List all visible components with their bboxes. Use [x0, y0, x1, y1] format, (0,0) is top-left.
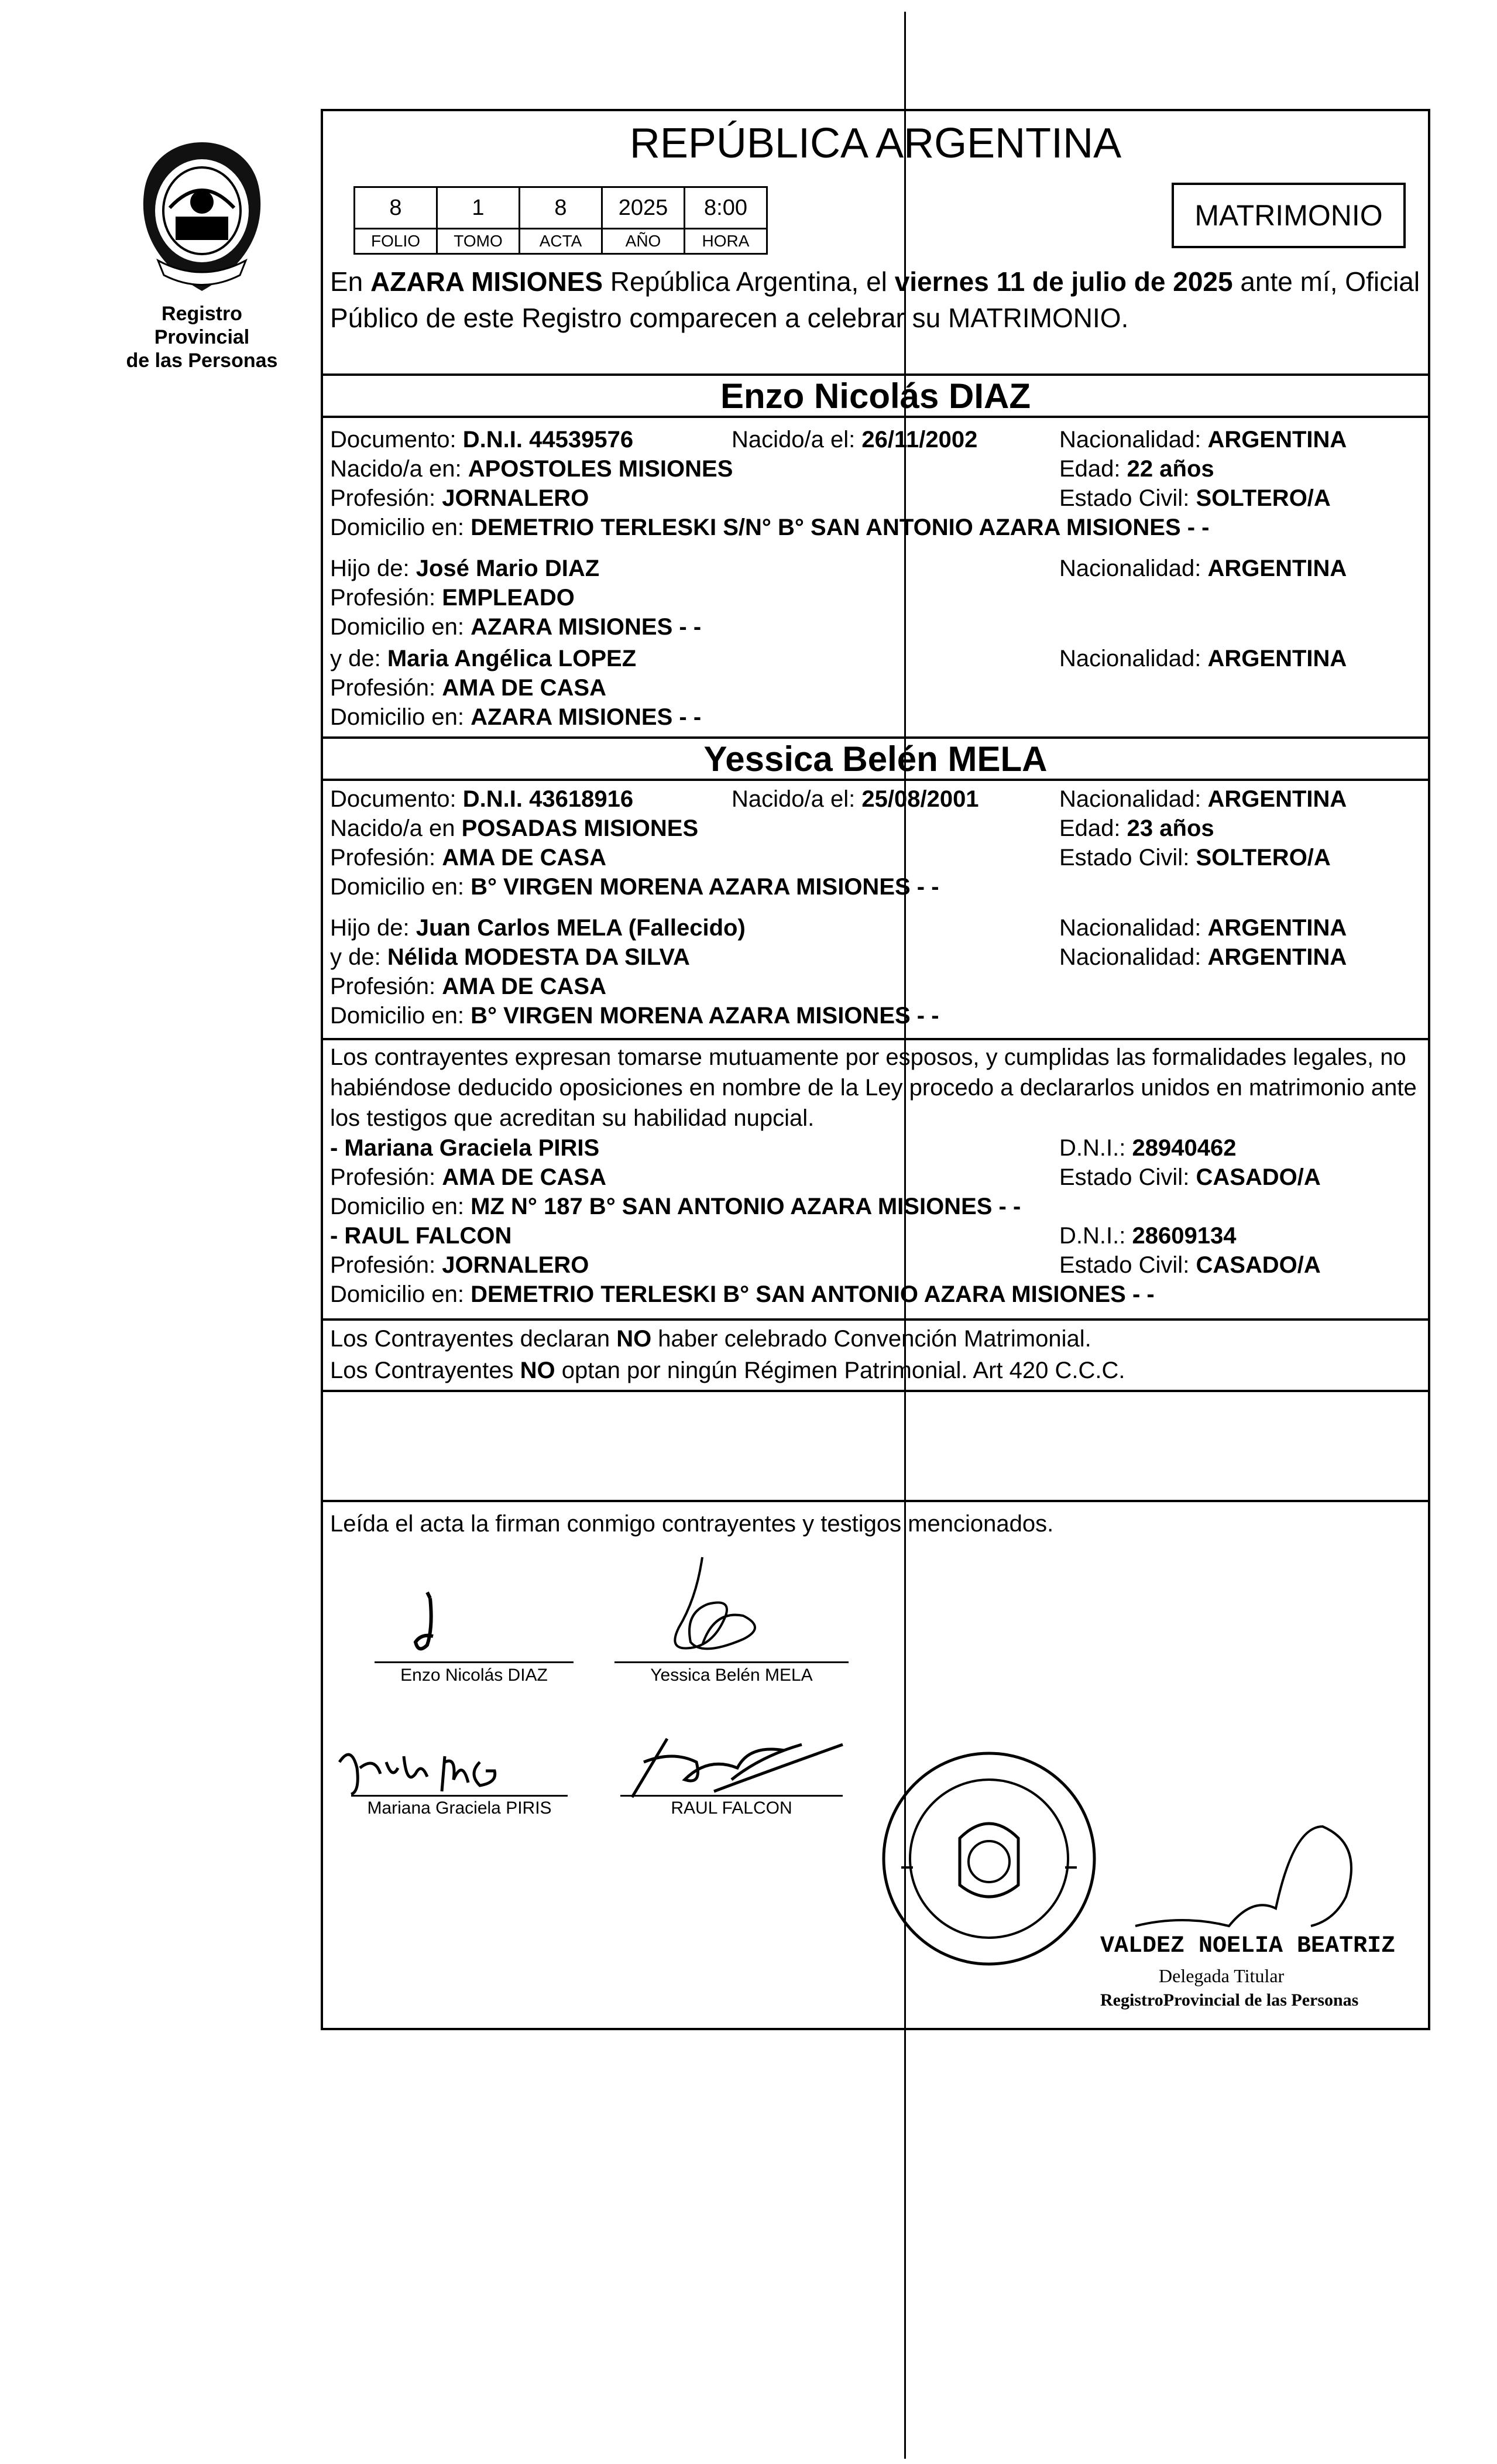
groom-sign-caption: Enzo Nicolás DIAZ [400, 1665, 548, 1685]
acta-value: 8 [520, 187, 602, 229]
groom-mother-nacionalidad: Nacionalidad: ARGENTINA [1059, 646, 1347, 671]
divider [321, 1390, 1430, 1392]
witness1-profesion: Profesión: AMA DE CASA [330, 1164, 606, 1190]
divider [321, 1038, 1430, 1040]
bride-edad: Edad: 23 años [1059, 815, 1214, 841]
witness1-estado: Estado Civil: CASADO/A [1059, 1164, 1321, 1190]
declaration-paragraph: Los contrayentes expresan tomarse mutuamente por esposos, y cumplidas las formalidades legales, no habiéndose deducido oposiciones en nombre de la Ley procedo a declararlos unidos en matrimonio ante los testigos que acreditan su habilidad nupcial. [330, 1044, 1417, 1131]
bride-nacionalidad: Nacionalidad: ARGENTINA [1059, 786, 1347, 812]
bride-sign-line [614, 1661, 849, 1663]
bride-nacido-el: Nacido/a el: 25/08/2001 [732, 786, 979, 812]
groom-father-domicilio: Domicilio en: AZARA MISIONES - - [330, 614, 702, 640]
acta-type-badge: MATRIMONIO [1172, 183, 1406, 248]
groom-estado-civil: Estado Civil: SOLTERO/A [1059, 485, 1331, 511]
anio-label: AÑO [602, 229, 685, 254]
witness2-domicilio: Domicilio en: DEMETRIO TERLESKI B° SAN ANTONIO AZARA MISIONES - - [330, 1281, 1155, 1307]
witness1-signature [328, 1733, 538, 1809]
witness1-name: - Mariana Graciela PIRIS [330, 1135, 600, 1161]
tomo-label: TOMO [437, 229, 520, 254]
document-title: REPÚBLICA ARGENTINA [629, 120, 1122, 167]
groom-signature [398, 1581, 456, 1663]
groom-father-nacionalidad: Nacionalidad: ARGENTINA [1059, 556, 1347, 581]
bride-mother-nacionalidad: Nacionalidad: ARGENTINA [1059, 944, 1347, 970]
hora-label: HORA [685, 229, 767, 254]
bride-domicilio: Domicilio en: B° VIRGEN MORENA AZARA MISIONES - - [330, 874, 939, 900]
bride-documento: Documento: D.N.I. 43618916 [330, 786, 634, 812]
bride-estado-civil: Estado Civil: SOLTERO/A [1059, 845, 1331, 871]
witness1-domicilio: Domicilio en: MZ N° 187 B° SAN ANTONIO AZARA MISIONES - - [330, 1194, 1021, 1219]
divider [321, 1318, 1430, 1321]
groom-nacionalidad: Nacionalidad: ARGENTINA [1059, 427, 1347, 453]
official-org: RegistroProvincial de las Personas [1100, 1990, 1359, 2010]
bride-profesion: Profesión: AMA DE CASA [330, 845, 606, 871]
groom-mother-profesion: Profesión: AMA DE CASA [330, 675, 606, 701]
witness2-profesion: Profesión: JORNALERO [330, 1252, 589, 1278]
bride-signature [644, 1545, 772, 1663]
tomo-value: 1 [437, 187, 520, 229]
bride-nacido-en: Nacido/a en POSADAS MISIONES [330, 815, 699, 841]
bride-parents-domicilio: Domicilio en: B° VIRGEN MORENA AZARA MISIONES - - [330, 1003, 939, 1029]
intro-paragraph: En AZARA MISIONES República Argentina, el viernes 11 de julio de 2025 ante mí, Oficial Público de este Registro comparecen a celebrar su MATRIMONIO. [330, 266, 1420, 333]
groom-documento: Documento: D.N.I. 44539576 [330, 427, 634, 453]
bride-name: Yessica Belén MELA [703, 739, 1048, 779]
note-regimen: Los Contrayentes NO optan por ningún Régimen Patrimonial. Art 420 C.C.C. [330, 1358, 1125, 1383]
witness2-name: - RAUL FALCON [330, 1223, 512, 1249]
official-stamp [878, 1733, 1112, 1985]
witness2-sign-caption: RAUL FALCON [671, 1798, 792, 1818]
witness2-sign-line [620, 1795, 843, 1797]
groom-profesion: Profesión: JORNALERO [330, 485, 589, 511]
closing-text: Leída el acta la firman conmigo contrayentes y testigos mencionados. [330, 1511, 1054, 1537]
witness1-dni: D.N.I.: 28940462 [1059, 1135, 1237, 1161]
note-convencion: Los Contrayentes declaran NO haber celebrado Convención Matrimonial. [330, 1326, 1091, 1352]
groom-mother: y de: Maria Angélica LOPEZ [330, 646, 637, 671]
registry-data-table [353, 186, 768, 255]
folio-value: 8 [355, 187, 437, 229]
bride-mother: y de: Nélida MODESTA DA SILVA [330, 944, 690, 970]
groom-edad: Edad: 22 años [1059, 456, 1214, 482]
groom-domicilio: Domicilio en: DEMETRIO TERLESKI S/N° B° SAN ANTONIO AZARA MISIONES - - [330, 515, 1210, 540]
bride-father: Hijo de: Juan Carlos MELA (Fallecido) [330, 915, 746, 941]
acta-label: ACTA [520, 229, 602, 254]
bride-parents-profesion: Profesión: AMA DE CASA [330, 974, 606, 999]
groom-nacido-el: Nacido/a el: 26/11/2002 [732, 427, 978, 453]
hora-value: 8:00 [685, 187, 767, 229]
bride-sign-caption: Yessica Belén MELA [650, 1665, 813, 1685]
groom-sign-line [375, 1661, 574, 1663]
registry-logo [117, 138, 287, 372]
groom-nacido-en: Nacido/a en: APOSTOLES MISIONES [330, 456, 733, 482]
divider [321, 1500, 1430, 1502]
groom-father: Hijo de: José Mario DIAZ [330, 556, 600, 581]
bride-father-nacionalidad: Nacionalidad: ARGENTINA [1059, 915, 1347, 941]
official-name: VALDEZ NOELIA BEATRIZ [1100, 1933, 1396, 1959]
groom-name: Enzo Nicolás DIAZ [720, 376, 1031, 416]
registry-name: Registro Provincial de las Personas [126, 303, 278, 372]
witness2-dni: D.N.I.: 28609134 [1059, 1223, 1237, 1249]
groom-mother-domicilio: Domicilio en: AZARA MISIONES - - [330, 704, 702, 730]
anio-value: 2025 [602, 187, 685, 229]
witness1-sign-caption: Mariana Graciela PIRIS [367, 1798, 552, 1818]
witness1-sign-line [351, 1795, 568, 1797]
witness2-estado: Estado Civil: CASADO/A [1059, 1252, 1321, 1278]
province-seal-icon [135, 138, 269, 296]
groom-father-profesion: Profesión: EMPLEADO [330, 585, 575, 611]
official-title: Delegada Titular [1159, 1965, 1285, 1986]
folio-label: FOLIO [355, 229, 437, 254]
